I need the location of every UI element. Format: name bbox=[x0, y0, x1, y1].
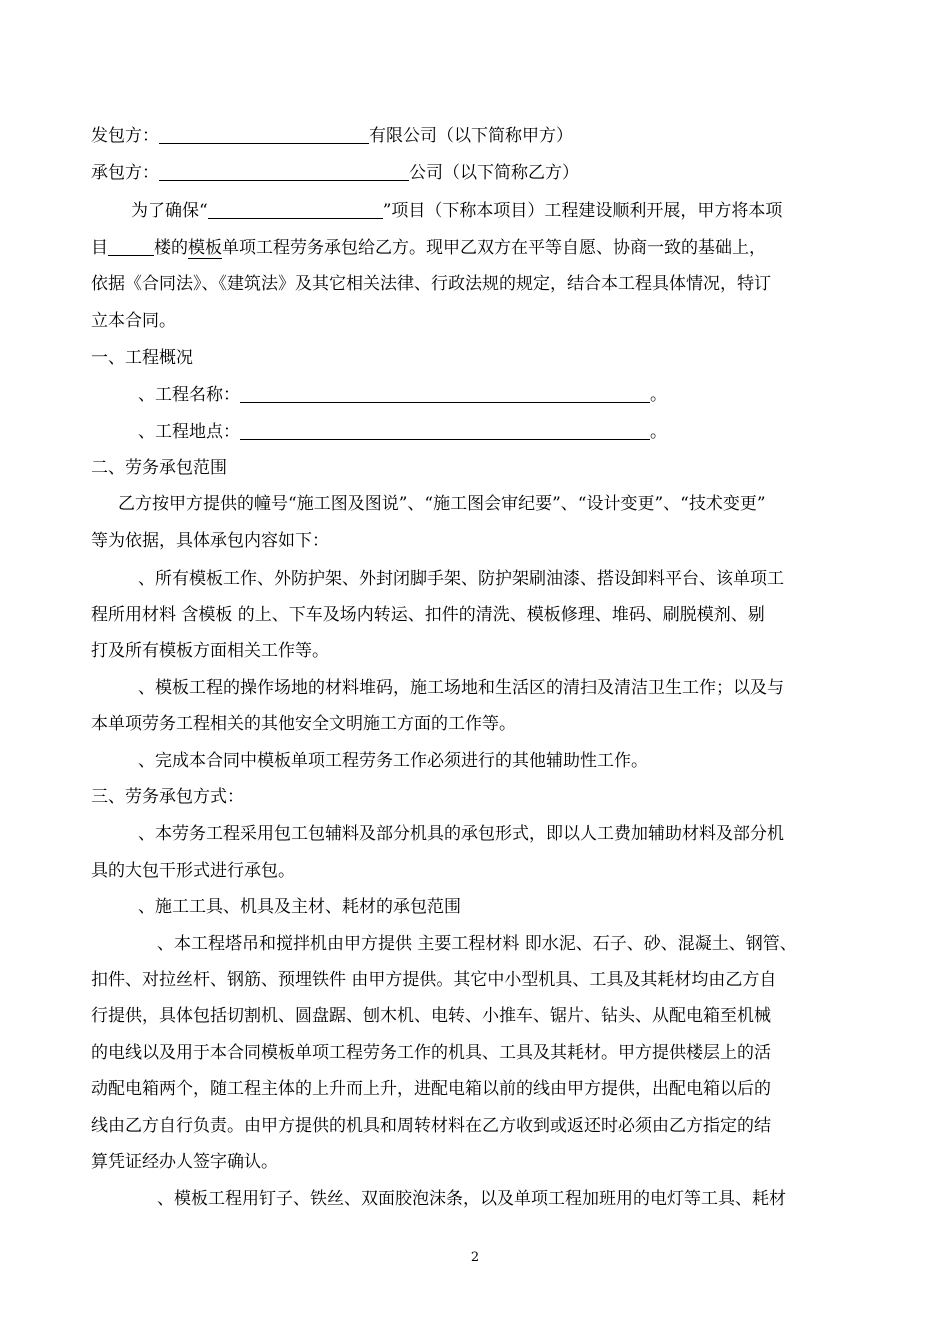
project-name-line bbox=[91, 384, 918, 406]
section-3-item-1-line-2: 具的大包干形式进行承包。 bbox=[91, 861, 295, 881]
section-3-sub-1-line-4: 的电线以及用于本合同模板单项工程劳务工作的机具、工具及其耗材。甲方提供楼层上的活 bbox=[91, 1043, 771, 1063]
section-2-item-1-line-1: 、所有模板工作、外防护架、外封闭脚手架、防护架刷油漆、搭设卸料平台、该单项工 bbox=[138, 569, 784, 589]
contractor-line bbox=[91, 125, 871, 147]
project-location-line bbox=[91, 421, 918, 443]
formwork-underlined-text: 模板 bbox=[188, 238, 222, 258]
section-2-p1-line-2: 等为依据，具体承包内容如下： bbox=[91, 531, 329, 551]
section-2-item-3: 、完成本合同中模板单项工程劳务工作必须进行的其他辅助性工作。 bbox=[138, 751, 648, 771]
page-number: 2 bbox=[470, 1250, 480, 1265]
building-number-blank[interactable] bbox=[108, 237, 154, 256]
section-3-item-2: 、施工工具、机具及主材、耗材的承包范围 bbox=[138, 897, 461, 917]
intro-line-4: 立本合同。 bbox=[91, 311, 176, 331]
section-3-sub-1-line-5: 动配电箱两个，随工程主体的上升而上升，进配电箱以前的线由甲方提供，出配电箱以后的 bbox=[91, 1079, 771, 1099]
intro-text: 单项工程劳务承包给乙方。现甲乙双方在平等自愿、协商一致的基础上， bbox=[222, 238, 766, 258]
intro-text: 为了确保“ bbox=[131, 201, 208, 221]
period: 。 bbox=[650, 385, 667, 405]
project-name-blank[interactable] bbox=[208, 200, 383, 219]
section-2-item-1-line-2: 程所用材料 含模板 的上、下车及场内转运、扣件的清洗、模板修理、堆码、刷脱模剂、剔 bbox=[91, 605, 765, 625]
section-3-sub-1-line-2: 扣件、对拉丝杆、钢筋、预埋铁件 由甲方提供。其它中小型机具、工具及其耗材均由乙方自 bbox=[91, 970, 777, 990]
section-1-heading: 一、工程概况 bbox=[91, 348, 193, 368]
subcontractor-label: 承包方： bbox=[91, 163, 159, 183]
intro-line-3: 依据《合同法》、《建筑法》及其它相关法律、行政法规的规定，结合本工程具体情况，特订 bbox=[91, 274, 771, 294]
contractor-name-blank[interactable] bbox=[159, 125, 369, 144]
intro-line-1 bbox=[91, 200, 911, 222]
section-2-p1-line-1: 乙方按甲方提供的幢号“施工图及图说”、“施工图会审纪要”、“设计变更”、“技术变更” bbox=[118, 494, 766, 514]
intro-text: 目 bbox=[91, 238, 108, 258]
project-location-field[interactable] bbox=[240, 421, 650, 440]
intro-text: ”项目（下称本项目）工程建设顺利开展，甲方将本项 bbox=[382, 201, 783, 221]
subcontractor-line bbox=[91, 162, 871, 184]
section-2-item-1-line-3: 打及所有模板方面相关工作等。 bbox=[91, 641, 329, 661]
project-name-label: 、工程名称： bbox=[138, 385, 240, 405]
subcontractor-name-blank[interactable] bbox=[159, 162, 409, 181]
section-3-sub-1-line-3: 行提供，具体包括切割机、圆盘踞、刨木机、电转、小推车、锯片、钻头、从配电箱至机械 bbox=[91, 1006, 771, 1026]
project-name-field[interactable] bbox=[240, 384, 650, 403]
section-3-heading: 三、劳务承包方式： bbox=[91, 787, 244, 807]
section-3-sub-1-line-6: 线由乙方自行负责。由甲方提供的机具和周转材料在乙方收到或返还时必须由乙方指定的结 bbox=[91, 1116, 771, 1136]
project-location-label: 、工程地点： bbox=[138, 422, 240, 442]
subcontractor-suffix: 公司（以下简称乙方） bbox=[409, 163, 579, 183]
section-2-item-2-line-2: 本单项劳务工程相关的其他安全文明施工方面的工作等。 bbox=[91, 714, 516, 734]
intro-text: 楼的 bbox=[154, 238, 188, 258]
section-3-item-1-line-1: 、本劳务工程采用包工包辅料及部分机具的承包形式，即以人工费加辅助材料及部分机 bbox=[138, 824, 784, 844]
section-3-sub-2-line-1: 、模板工程用钉子、铁丝、双面胶泡沫条，以及单项工程加班用的电灯等工具、耗材 bbox=[157, 1189, 786, 1209]
section-3-sub-1-line-7: 算凭证经办人签字确认。 bbox=[91, 1152, 278, 1172]
period: 。 bbox=[650, 422, 667, 442]
contractor-suffix: 有限公司（以下简称甲方） bbox=[369, 126, 573, 146]
section-2-item-2-line-1: 、模板工程的操作场地的材料堆码，施工场地和生活区的清扫及清洁卫生工作；以及与 bbox=[138, 678, 784, 698]
section-2-heading: 二、劳务承包范围 bbox=[91, 458, 227, 478]
intro-line-2 bbox=[91, 237, 871, 259]
section-3-sub-1-line-1: 、本工程塔吊和搅拌机由甲方提供 主要工程材料 即水泥、石子、砂、混凝土、钢管、 bbox=[157, 934, 797, 954]
contractor-label: 发包方： bbox=[91, 126, 159, 146]
